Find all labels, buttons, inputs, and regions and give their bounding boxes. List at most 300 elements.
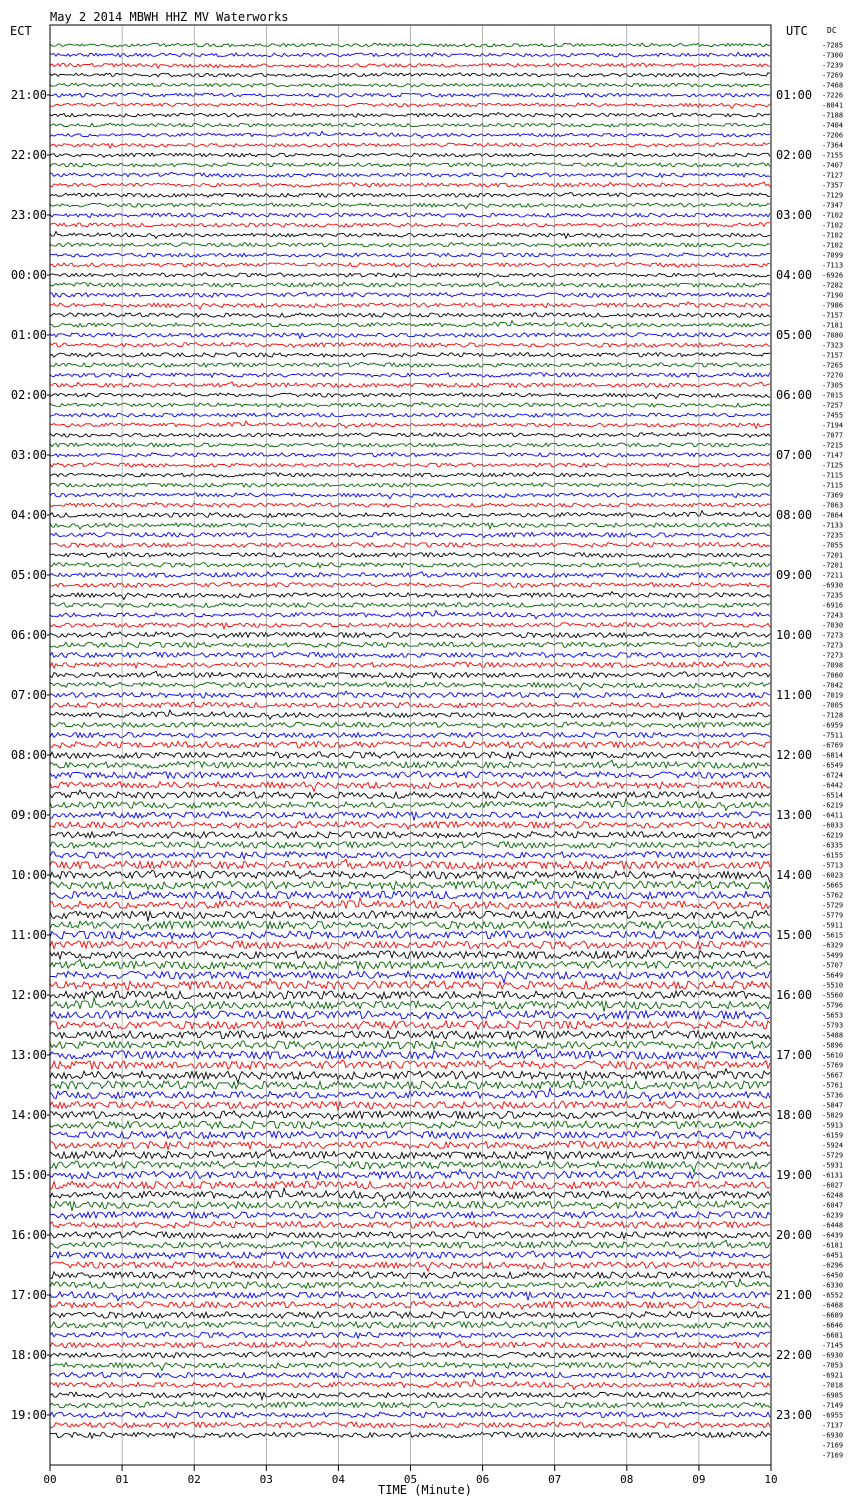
trace-line — [50, 959, 770, 969]
trace-line — [50, 1021, 770, 1029]
trace-line — [50, 1341, 770, 1348]
right-hour-label: 23:00 — [776, 1408, 813, 1422]
trace-line — [50, 282, 770, 288]
trace-line — [50, 182, 770, 187]
trace-line — [50, 1121, 770, 1129]
dc-offset-label: -7369 — [822, 491, 844, 500]
dc-offset-label: -6959 — [822, 721, 844, 730]
left-hour-label: 11:00 — [10, 928, 47, 942]
right-hour-label: 22:00 — [776, 1348, 813, 1362]
trace-line — [50, 971, 770, 983]
trace-line — [50, 333, 770, 339]
trace-line — [50, 782, 770, 792]
dc-offset-label: -6450 — [822, 1271, 844, 1280]
minute-grid — [122, 25, 699, 1465]
dc-offset-label: -7206 — [822, 131, 844, 140]
trace-line — [50, 443, 770, 447]
dc-offset-label: -7357 — [822, 181, 844, 190]
dc-offset-label: -7102 — [822, 241, 844, 250]
dc-offset-label: -5707 — [822, 961, 844, 970]
dc-offset-label: -6411 — [822, 811, 844, 820]
dc-offset-label: -6514 — [822, 791, 844, 800]
trace-line — [50, 1141, 770, 1149]
left-hour-label: 23:00 — [10, 208, 47, 222]
right-hour-label: 10:00 — [776, 628, 813, 642]
dc-offset-label: -5769 — [822, 1061, 844, 1070]
dc-offset-label: -7099 — [822, 251, 844, 260]
dc-offset-label: -5931 — [822, 1161, 844, 1170]
dc-offset-label: -6439 — [822, 1231, 844, 1240]
right-hour-label: 11:00 — [776, 688, 813, 702]
trace-line — [50, 911, 770, 922]
trace-line — [50, 523, 770, 529]
left-hour-label: 02:00 — [10, 388, 47, 402]
trace-line — [50, 223, 770, 228]
dc-offset-label: -5779 — [822, 911, 844, 920]
trace-line — [50, 263, 770, 268]
left-hour-label: 15:00 — [10, 1168, 47, 1182]
left-hour-label: 06:00 — [10, 628, 47, 642]
dc-offset-label: -6330 — [822, 1281, 844, 1290]
dc-offset-label: -6985 — [822, 1391, 844, 1400]
trace-line — [50, 702, 770, 708]
trace-line — [50, 1212, 770, 1220]
trace-line — [50, 321, 770, 329]
trace-group — [50, 43, 770, 1438]
right-hour-label: 18:00 — [776, 1108, 813, 1122]
trace-line — [50, 63, 770, 68]
dc-offset-label: -6329 — [822, 941, 844, 950]
trace-line — [50, 870, 770, 882]
dc-offset-label: -7239 — [822, 61, 844, 70]
trace-line — [50, 1049, 770, 1059]
trace-line — [50, 93, 770, 97]
dc-offset-label: -7986 — [822, 301, 844, 310]
dc-offset-label: -7155 — [822, 151, 844, 160]
x-tick-label: 07 — [548, 1473, 562, 1486]
dc-offset-label: -5560 — [822, 991, 844, 1000]
x-tick-label: 00 — [43, 1473, 57, 1486]
trace-line — [50, 891, 770, 899]
right-hour-label: 05:00 — [776, 328, 813, 342]
trace-line — [50, 393, 770, 399]
trace-line — [50, 1060, 770, 1069]
trace-line — [50, 362, 770, 367]
dc-offset-label: -7169 — [822, 1451, 844, 1460]
left-hour-label: 07:00 — [10, 688, 47, 702]
trace-line — [50, 592, 770, 600]
x-tick-label: 09 — [692, 1473, 706, 1486]
dc-offset-label: -5896 — [822, 1041, 844, 1050]
trace-line — [50, 421, 770, 428]
trace-line — [50, 652, 770, 658]
dc-offset-label: -7115 — [822, 471, 844, 480]
dc-offset-label: -6549 — [822, 761, 844, 770]
trace-line — [50, 382, 770, 388]
dc-offset-label: -7407 — [822, 161, 844, 170]
trace-line — [50, 1392, 770, 1400]
left-hour-label: 21:00 — [10, 88, 47, 102]
trace-line — [50, 632, 770, 638]
dc-offset-header: DC — [827, 26, 837, 35]
dc-offset-label: -7053 — [822, 1361, 844, 1370]
trace-line — [50, 1221, 770, 1228]
left-hour-label: 03:00 — [10, 448, 47, 462]
trace-line — [50, 998, 770, 1012]
trace-line — [50, 552, 770, 557]
dc-offset-label: -6689 — [822, 1311, 844, 1320]
trace-line — [50, 253, 770, 257]
dc-offset-label: -5510 — [822, 981, 844, 990]
trace-line — [50, 292, 770, 297]
dc-offset-label: -7157 — [822, 311, 844, 320]
trace-line — [50, 1402, 770, 1409]
trace-line — [50, 582, 770, 587]
right-hour-label: 20:00 — [776, 1228, 813, 1242]
trace-line — [50, 193, 770, 198]
dc-offset-label: -6159 — [822, 1131, 844, 1140]
left-hour-label: 00:00 — [10, 268, 47, 282]
dc-offset-label: -7188 — [822, 111, 844, 120]
dc-offset-label: -5615 — [822, 931, 844, 940]
trace-line — [50, 1431, 770, 1438]
left-hour-label: 08:00 — [10, 748, 47, 762]
dc-offset-label: -6131 — [822, 1171, 844, 1180]
dc-offset-label: -6155 — [822, 851, 844, 860]
trace-line — [50, 1011, 770, 1021]
right-hour-label: 13:00 — [776, 808, 813, 822]
right-hour-label: 04:00 — [776, 268, 813, 282]
trace-line — [50, 642, 770, 648]
x-tick-label: 06 — [475, 1473, 490, 1486]
trace-line — [50, 623, 770, 629]
dc-offset-label: -7265 — [822, 361, 844, 370]
trace-line — [50, 852, 770, 859]
trace-line — [50, 1422, 770, 1428]
right-timezone-label: UTC — [786, 24, 808, 38]
dc-offset-label: -7098 — [822, 661, 844, 670]
dc-offset-label: -7127 — [822, 171, 844, 180]
right-hour-label: 01:00 — [776, 88, 813, 102]
dc-offset-label: -7137 — [822, 1421, 844, 1430]
dc-offset-label: -5488 — [822, 1031, 844, 1040]
trace-line — [50, 1352, 770, 1358]
trace-line — [50, 921, 770, 930]
right-hour-label: 07:00 — [776, 448, 813, 462]
right-hour-label: 09:00 — [776, 568, 813, 582]
dc-offset-label: -5667 — [822, 1071, 844, 1080]
dc-offset-label: -7273 — [822, 631, 844, 640]
trace-line — [50, 1041, 770, 1050]
chart-title: May 2 2014 MBWH HHZ MV Waterworks — [50, 10, 289, 24]
dc-offset-label: -5736 — [822, 1091, 844, 1100]
right-hour-label: 21:00 — [776, 1288, 813, 1302]
dc-offset-label: -7060 — [822, 671, 844, 680]
dc-offset-label: -7226 — [822, 91, 844, 100]
trace-line — [50, 123, 770, 127]
dc-offset-label: -5729 — [822, 1151, 844, 1160]
dc-offset-label: -7080 — [822, 331, 844, 340]
dc-offset-label: -7511 — [822, 731, 844, 740]
dc-offset-label: -7077 — [822, 431, 844, 440]
left-hour-label: 10:00 — [10, 868, 47, 882]
trace-line — [50, 112, 770, 117]
left-hour-label: 14:00 — [10, 1108, 47, 1122]
trace-line — [50, 472, 770, 477]
trace-line — [50, 542, 770, 547]
trace-line — [50, 1069, 770, 1083]
trace-line — [50, 73, 770, 77]
dc-offset-label: -7128 — [822, 711, 844, 720]
x-tick-label: 08 — [620, 1473, 634, 1486]
dc-offset-label: -6916 — [822, 601, 844, 610]
dc-offset-label: -7133 — [822, 521, 844, 530]
dc-offset-label: -7019 — [822, 691, 844, 700]
trace-line — [50, 131, 770, 138]
dc-offset-label: -7468 — [822, 81, 844, 90]
left-hour-label: 01:00 — [10, 328, 47, 342]
left-hour-label: 19:00 — [10, 1408, 47, 1422]
trace-line — [50, 532, 770, 538]
dc-offset-label: -6219 — [822, 801, 844, 810]
trace-line — [50, 799, 770, 811]
dc-offset-label: -7282 — [822, 281, 844, 290]
trace-line — [50, 1251, 770, 1259]
trace-line — [50, 859, 770, 869]
dc-offset-label: -6681 — [822, 1331, 844, 1340]
dc-offset-label: -7305 — [822, 381, 844, 390]
dc-offset-label: -6769 — [822, 741, 844, 750]
trace-line — [50, 203, 770, 209]
trace-line — [50, 1181, 770, 1189]
dc-offset-label: -6955 — [822, 1411, 844, 1420]
trace-line — [50, 760, 770, 768]
dc-offset-label: -7201 — [822, 551, 844, 560]
dc-offset-label: -5610 — [822, 1051, 844, 1060]
dc-offset-label: -6033 — [822, 821, 844, 830]
dc-offset-label: -7347 — [822, 201, 844, 210]
trace-line — [50, 879, 770, 890]
dc-offset-label: -6921 — [822, 1371, 844, 1380]
dc-offset-label: -7194 — [822, 421, 844, 430]
dc-offset-label: -7115 — [822, 481, 844, 490]
trace-line — [50, 732, 770, 737]
dc-offset-labels — [822, 42, 843, 1460]
trace-line — [50, 722, 770, 728]
dc-offset-label: -7235 — [822, 531, 844, 540]
dc-offset-label: -7257 — [822, 401, 844, 410]
dc-offset-label: -7102 — [822, 231, 844, 240]
dc-offset-label: -6930 — [822, 1431, 844, 1440]
trace-line — [50, 243, 770, 248]
dc-offset-label: -5924 — [822, 1141, 844, 1150]
left-hour-label: 05:00 — [10, 568, 47, 582]
left-hour-label: 09:00 — [10, 808, 47, 822]
dc-offset-label: -7864 — [822, 511, 844, 520]
dc-offset-label: -6552 — [822, 1291, 844, 1300]
x-tick-label: 04 — [331, 1473, 346, 1486]
right-hour-label: 08:00 — [776, 508, 813, 522]
dc-offset-label: -7243 — [822, 611, 844, 620]
x-tick-label: 01 — [115, 1473, 129, 1486]
trace-line — [50, 212, 770, 217]
trace-line — [50, 353, 770, 358]
trace-line — [50, 831, 770, 838]
trace-line — [50, 841, 770, 848]
x-tick-label: 03 — [259, 1473, 273, 1486]
x-tick-label: 10 — [764, 1473, 778, 1486]
trace-line — [50, 898, 770, 912]
trace-line — [50, 931, 770, 939]
dc-offset-label: -7273 — [822, 651, 844, 660]
dc-offset-label: -7269 — [822, 71, 844, 80]
right-hour-label: 16:00 — [776, 988, 813, 1002]
left-hour-label: 16:00 — [10, 1228, 47, 1242]
trace-line — [50, 1081, 770, 1089]
dc-offset-label: -5796 — [822, 1001, 844, 1010]
dc-offset-label: -7169 — [822, 1441, 844, 1450]
left-timezone-label: ECT — [10, 24, 32, 38]
trace-line — [50, 232, 770, 239]
trace-line — [50, 572, 770, 578]
trace-line — [50, 1188, 770, 1201]
dc-offset-label: -6335 — [822, 841, 844, 850]
left-hour-label: 13:00 — [10, 1048, 47, 1062]
trace-line — [50, 153, 770, 157]
dc-offset-label: -5761 — [822, 1081, 844, 1090]
dc-offset-label: -6926 — [822, 271, 844, 280]
dc-offset-label: -7063 — [822, 501, 844, 510]
dc-offset-label: -7129 — [822, 191, 844, 200]
dc-offset-label: -7147 — [822, 451, 844, 460]
dc-offset-label: -5653 — [822, 1011, 844, 1020]
trace-line — [50, 43, 770, 47]
left-hour-label: 04:00 — [10, 508, 47, 522]
trace-line — [50, 1169, 770, 1179]
dc-offset-label: -7215 — [822, 441, 844, 450]
left-hour-label: 12:00 — [10, 988, 47, 1002]
trace-line — [50, 1111, 770, 1120]
dc-offset-label: -5729 — [822, 901, 844, 910]
trace-line — [50, 662, 770, 669]
dc-offset-label: -5713 — [822, 861, 844, 870]
trace-line — [50, 1361, 770, 1371]
dc-offset-label: -6724 — [822, 771, 844, 780]
dc-offset-label: -6027 — [822, 1181, 844, 1190]
dc-offset-label: -7190 — [822, 291, 844, 300]
trace-line — [50, 1301, 770, 1309]
left-hour-label: 22:00 — [10, 148, 47, 162]
trace-line — [50, 103, 770, 109]
dc-offset-label: -7273 — [822, 641, 844, 650]
dc-offset-label: -7102 — [822, 221, 844, 230]
dc-offset-label: -5649 — [822, 971, 844, 980]
trace-line — [50, 710, 770, 719]
trace-line — [50, 1279, 770, 1289]
dc-offset-label: -5499 — [822, 951, 844, 960]
dc-offset-label: -6646 — [822, 1321, 844, 1330]
trace-line — [50, 1412, 770, 1418]
dc-offset-label: -5762 — [822, 891, 844, 900]
dc-offset-label: -7211 — [822, 571, 844, 580]
trace-line — [50, 483, 770, 488]
dc-offset-label: -7149 — [822, 1401, 844, 1410]
dc-offset-label: -6448 — [822, 1221, 844, 1230]
trace-line — [50, 511, 770, 518]
trace-line — [50, 1131, 770, 1139]
trace-line — [50, 342, 770, 347]
dc-offset-label: -7030 — [822, 621, 844, 630]
trace-line — [50, 1262, 770, 1272]
dc-offset-label: -5911 — [822, 921, 844, 930]
dc-offset-label: -7181 — [822, 321, 844, 330]
left-hour-label: 17:00 — [10, 1288, 47, 1302]
trace-line — [50, 413, 770, 417]
trace-line — [50, 313, 770, 317]
dc-offset-label: -7145 — [822, 1341, 844, 1350]
left-hour-label: 18:00 — [10, 1348, 47, 1362]
dc-offset-label: -7235 — [822, 591, 844, 600]
trace-line — [50, 273, 770, 277]
left-hour-labels — [11, 88, 50, 1422]
trace-line — [50, 173, 770, 178]
trace-line — [50, 52, 770, 57]
trace-line — [50, 163, 770, 167]
trace-line — [50, 1270, 770, 1279]
trace-line — [50, 562, 770, 567]
right-hour-label: 12:00 — [776, 748, 813, 762]
trace-line — [50, 83, 770, 87]
dc-offset-label: -7285 — [822, 41, 844, 50]
trace-line — [50, 691, 770, 698]
trace-line — [50, 502, 770, 507]
trace-line — [50, 950, 770, 959]
dc-offset-label: -7270 — [822, 371, 844, 380]
trace-line — [50, 991, 770, 999]
right-hour-label: 15:00 — [776, 928, 813, 942]
trace-line — [50, 1332, 770, 1338]
right-hour-label: 02:00 — [776, 148, 813, 162]
dc-offset-label: -6442 — [822, 781, 844, 790]
right-hour-label: 03:00 — [776, 208, 813, 222]
trace-line — [50, 433, 770, 438]
x-axis-label: TIME (Minute) — [378, 1483, 472, 1497]
dc-offset-label: -7113 — [822, 261, 844, 270]
trace-line — [50, 1292, 770, 1301]
right-hour-labels — [776, 88, 812, 1422]
dc-offset-label: -5665 — [822, 881, 844, 890]
trace-line — [50, 741, 770, 748]
trace-line — [50, 1372, 770, 1378]
dc-offset-label: -6296 — [822, 1261, 844, 1270]
trace-line — [50, 402, 770, 407]
trace-line — [50, 671, 770, 678]
right-hour-label: 19:00 — [776, 1168, 813, 1182]
trace-line — [50, 1031, 770, 1040]
right-hour-label: 17:00 — [776, 1048, 813, 1062]
trace-line — [50, 821, 770, 829]
dc-offset-label: -7157 — [822, 351, 844, 360]
trace-line — [50, 790, 770, 798]
dc-offset-label: -7018 — [822, 1381, 844, 1390]
dc-offset-label: -7042 — [822, 681, 844, 690]
trace-line — [50, 1380, 770, 1390]
dc-offset-label: -6047 — [822, 1201, 844, 1210]
trace-line — [50, 1150, 770, 1160]
trace-line — [50, 1201, 770, 1211]
right-hour-label: 14:00 — [776, 868, 813, 882]
trace-line — [50, 373, 770, 378]
